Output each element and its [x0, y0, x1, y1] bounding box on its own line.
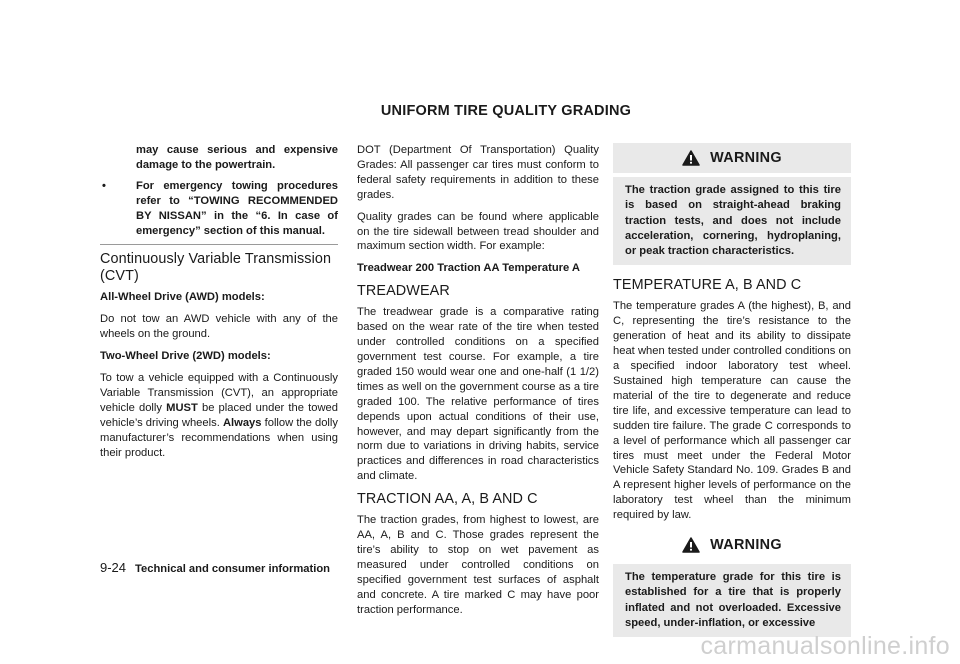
warning-title: WARNING: [710, 150, 782, 166]
column-middle: [357, 143, 599, 624]
watermark: carmanualsonline.info: [700, 632, 950, 660]
twd-heading: Two-Wheel Drive (2WD) models:: [100, 350, 271, 363]
dot-intro-text: DOT (Department Of Transportation) Quality Grades: All passenger car tires must conform to federal safety requirements in addition to these grades.: [357, 144, 599, 201]
page-number: 9-24: [100, 560, 127, 575]
awd-text: Do not tow an AWD vehicle with any of the wheels on the ground.: [100, 313, 338, 341]
awd-heading: All-Wheel Drive (AWD) models:: [100, 291, 265, 304]
temperature-heading: TEMPERATURE A, B AND C: [613, 277, 802, 294]
sidewall-text: Quality grades can be found where applicable on the tire sidewall between tread shoulder and maximum section width. For example:: [357, 210, 599, 253]
column-left: [100, 143, 338, 468]
chapter-title: Technical and consumer information: [135, 563, 331, 575]
warning-triangle-icon: [682, 537, 700, 553]
warning-body-temperature: The temperature grade for this tire is established for a tire that is properly inflated and not overloaded. Excessive speed, under-inflation, or excessive: [613, 564, 851, 637]
grade-example: Treadwear 200 Traction AA Temperature A: [357, 262, 580, 275]
bullet-text: For emergency towing procedures refer to “TOWING RECOMMENDED BY NISSAN” in the “6. In case of emergency” section of this manual.: [136, 179, 338, 237]
temperature-text: The temperature grades A (the highest), B, and C, representing the tire’s resistance to the generation of heat and its ability to dissipate heat when tested under controlled conditions on a specified indoor laboratory test wheel. Sustained high temperature can cause the material of the tire to degenerate and reduce tire life, and excessive temperature can lead to sudden tire failure. The grade C corresponds to a level of performance which all passenger car tires must meet under the Federal Motor Vehicle Safety Standard No. 109. Grades B and A represent higher levels of performance on the laboratory test wheel than the minimum required by law.: [613, 300, 851, 522]
twd-paragraph: [100, 371, 338, 460]
warning-header: [613, 143, 851, 173]
twd-text-1: To tow a vehicle equipped with a Continuously Variable Transmission (CVT), an appropriate vehicle dolly: [100, 372, 338, 414]
page-footer: [100, 560, 330, 575]
traction-heading: TRACTION AA, A, B AND C: [357, 491, 538, 508]
twd-must: MUST: [166, 401, 198, 414]
traction-text: The traction grades, from highest to lowest, are AA, A, B and C. Those grades represent the tire’s ability to stop on wet pavement as measured under controlled conditions on specified government test surfaces of asphalt and concrete. A tire marked C may have poor traction performance.: [357, 514, 599, 616]
column-right: [613, 143, 851, 637]
treadwear-heading: TREADWEAR: [357, 283, 450, 300]
warning-header-2: [613, 530, 851, 560]
twd-always: Always: [222, 416, 262, 429]
treadwear-text: The treadwear grade is a comparative rating based on the wear rate of the tire when tested under controlled conditions on a specified government test course. For example, a tire graded 150 would wear one and one-half (1 1/2) times as well on the government course as a tire graded 100. The relative performance of tires depends upon actual conditions of their use, however, and may depart significantly from the norm due to variations in driving habits, service practices and differences in road characteristics and climate.: [357, 306, 599, 483]
divider: [100, 244, 338, 245]
bullet-dot: •: [102, 179, 106, 192]
section-title: UNIFORM TIRE QUALITY GRADING: [380, 103, 632, 119]
bullet-item: [100, 179, 338, 239]
warning-body-traction: The traction grade assigned to this tire is based on straight-ahead braking traction tests, and does not include acceleration, cornering, hydroplaning, or peak traction characteristics.: [613, 177, 851, 265]
cvt-heading: Continuously Variable Transmission (CVT): [100, 251, 332, 285]
warning-title: WARNING: [710, 537, 782, 554]
warning-triangle-icon: [682, 150, 700, 166]
twd-text-2: be placed under the towed vehicle’s driving wheels.: [100, 401, 338, 429]
twd-text-3: follow the dolly manufacturer’s recommendations when using their product.: [100, 416, 338, 459]
continued-warning-text: may cause serious and expensive damage to the powertrain.: [136, 144, 338, 171]
warning-box-traction: [613, 143, 851, 173]
